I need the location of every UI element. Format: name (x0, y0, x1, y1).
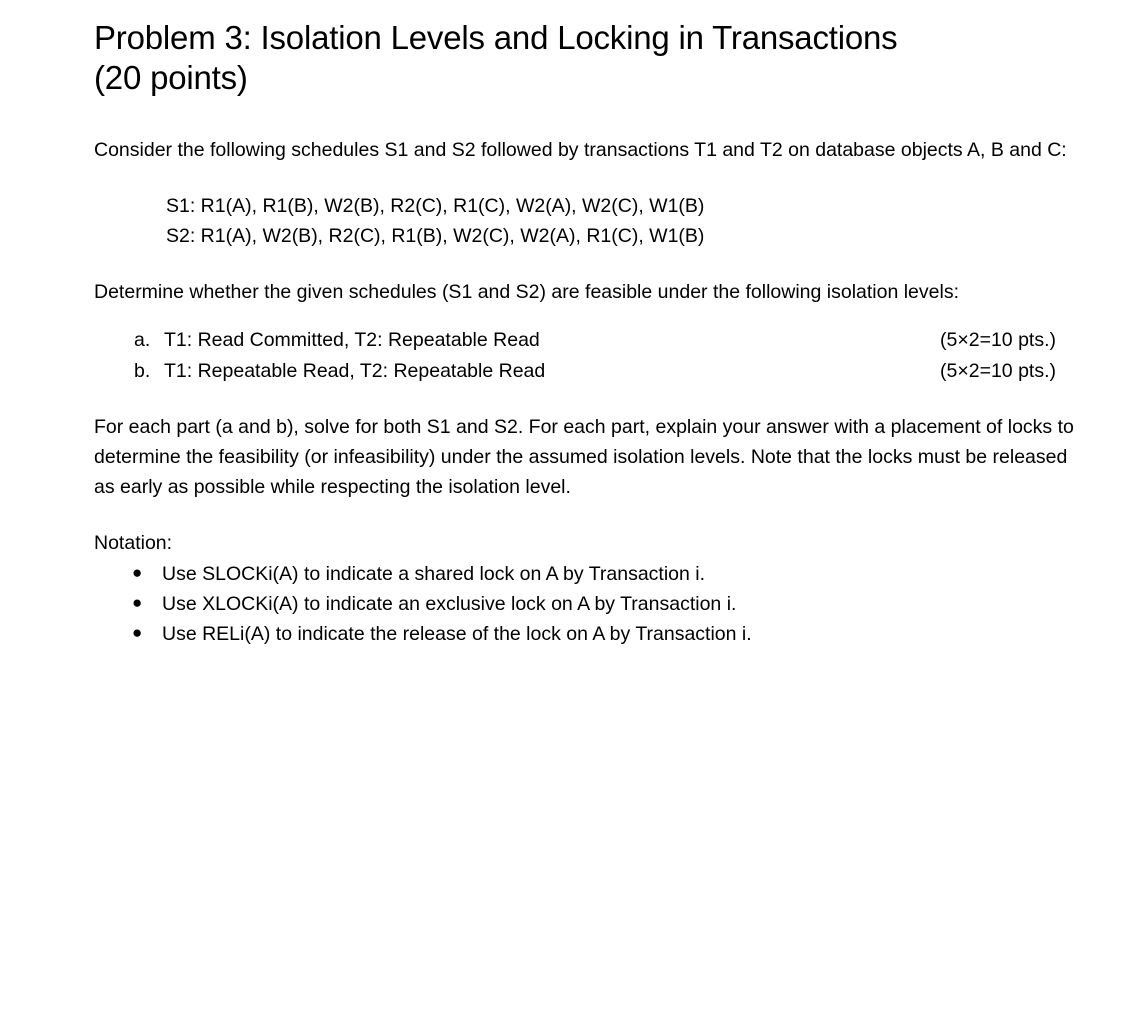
spacer (94, 386, 1094, 412)
notation-text: Use RELi(A) to indicate the release of the lock on A by Transaction i. (162, 623, 752, 646)
instructions-paragraph: For each part (a and b), solve for both S1 and S2. For each part, explain your answer with a placement of locks to determine the feasibility (or infeasibility) under the assumed isolation levels. Note that the locks must be released as early as possible while respecting the isolation level. (94, 415, 1074, 499)
notation-heading: Notation: (94, 532, 173, 555)
parts-list (94, 325, 1094, 385)
schedule-line-s2: S2: R1(A), W2(B), R2(C), R1(B), W2(C), W2(A), R1(C), W1(B) (166, 224, 705, 247)
part-marker: a. (134, 329, 151, 352)
determine-paragraph: Determine whether the given schedules (S1 and S2) are feasible under the following isolation levels: (94, 281, 959, 304)
part-points: (5×2=10 pts.) (940, 329, 1056, 352)
spacer (94, 502, 1094, 528)
notation-text: Use SLOCKi(A) to indicate a shared lock on A by Transaction i. (162, 562, 706, 585)
page-title: Problem 3: Isolation Levels and Locking in Transactions (20 points) (94, 19, 898, 97)
spacer (94, 251, 1094, 277)
notation-list (94, 559, 1094, 650)
spacer (94, 99, 1094, 135)
part-text: T1: Repeatable Read, T2: Repeatable Read (164, 359, 546, 382)
bullet-icon: ● (132, 592, 143, 612)
notation-text: Use XLOCKi(A) to indicate an exclusive lock on A by Transaction i. (162, 592, 737, 615)
spacer (94, 165, 1094, 191)
spacer (94, 307, 1094, 325)
list-item (94, 589, 1094, 619)
part-text: T1: Read Committed, T2: Repeatable Read (164, 329, 540, 352)
list-item (94, 619, 1094, 649)
part-marker: b. (134, 359, 151, 382)
schedule-list (94, 191, 1094, 251)
list-item (94, 325, 1094, 355)
list-item (94, 356, 1094, 386)
bullet-icon: ● (132, 562, 143, 582)
intro-paragraph: Consider the following schedules S1 and S2 followed by transactions T1 and T2 on database objects A, B and C: (94, 138, 1067, 161)
schedule-line-s1: S1: R1(A), R1(B), W2(B), R2(C), R1(C), W2(A), W2(C), W1(B) (166, 194, 705, 217)
bullet-icon: ● (132, 623, 143, 643)
part-points: (5×2=10 pts.) (940, 359, 1056, 382)
list-item (94, 559, 1094, 589)
